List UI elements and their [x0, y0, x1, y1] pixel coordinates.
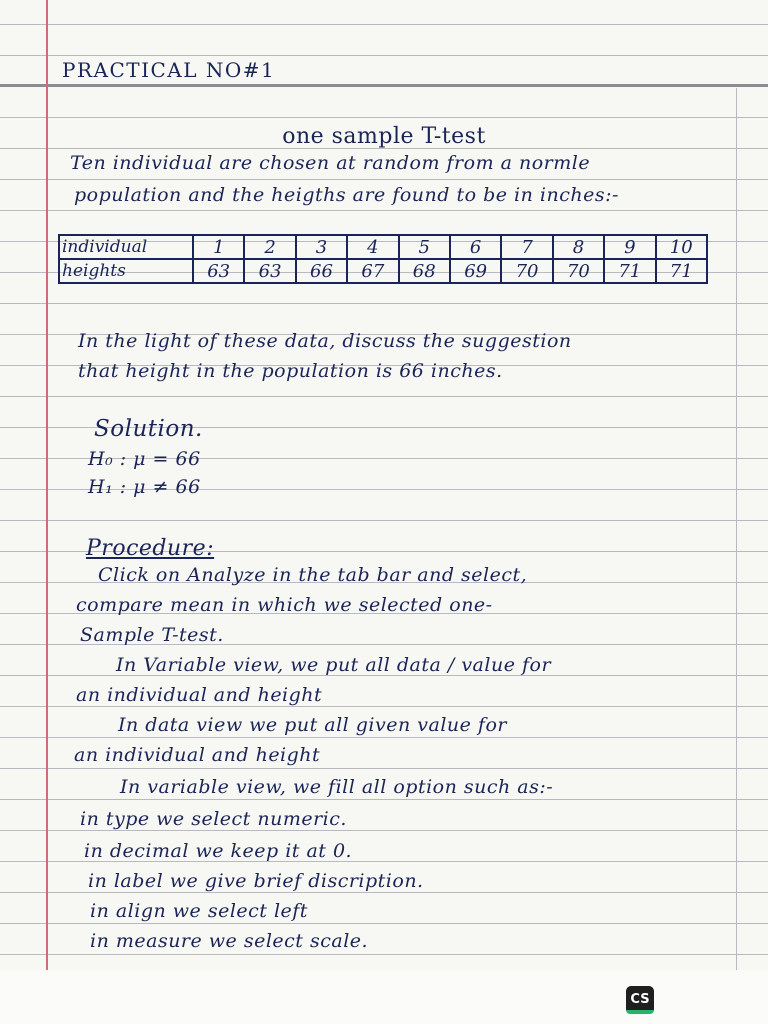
table-cell: 71 [604, 259, 655, 283]
practical-title: PRACTICAL NO#1 [62, 58, 276, 82]
procedure-line: Click on Analyze in the tab bar and select, [98, 564, 528, 586]
intro-line: population and the heigths are found to be in inches:- [74, 184, 619, 206]
procedure-line: Sample T-test. [80, 624, 224, 646]
question-line: that height in the population is 66 inches. [78, 360, 503, 382]
data-table [58, 234, 708, 284]
solution-title: Solution. [94, 416, 203, 442]
hypothesis-alternative: H₁ : μ ≠ 66 [88, 476, 201, 498]
procedure-title: Procedure: [86, 536, 215, 561]
table-cell: 8 [553, 235, 604, 259]
table-row [59, 259, 707, 283]
right-margin-line [736, 88, 737, 970]
table-cell: 5 [399, 235, 450, 259]
table-cell: 63 [193, 259, 244, 283]
row-label-individual: individual [59, 235, 193, 259]
question-line: In the light of these data, discuss the suggestion [78, 330, 572, 352]
table-cell: 67 [347, 259, 398, 283]
procedure-line: in type we select numeric. [80, 808, 347, 830]
camscanner-logo-icon: CS [626, 986, 654, 1014]
procedure-line: in align we select left [90, 900, 308, 922]
table-cell: 6 [450, 235, 501, 259]
table-row [59, 235, 707, 259]
row-label-heights: heights [59, 259, 193, 283]
table-cell: 70 [501, 259, 552, 283]
table-cell: 63 [244, 259, 295, 283]
table-cell: 3 [296, 235, 347, 259]
table-cell: 71 [656, 259, 707, 283]
hypothesis-null: H₀ : μ = 66 [88, 448, 201, 470]
table-cell: 68 [399, 259, 450, 283]
table-cell: 4 [347, 235, 398, 259]
procedure-line: an individual and height [74, 744, 321, 766]
table-cell: 1 [193, 235, 244, 259]
procedure-line: In Variable view, we put all data / value for [116, 654, 552, 676]
intro-line: Ten individual are chosen at random from a normle [70, 152, 591, 174]
page-heading: one sample T-test [282, 124, 486, 149]
procedure-line: in label we give brief discription. [88, 870, 424, 892]
table-cell: 70 [553, 259, 604, 283]
header-rule [0, 84, 768, 87]
procedure-line: In variable view, we fill all option such as:- [120, 776, 554, 798]
procedure-line: an individual and height [76, 684, 323, 706]
table-cell: 66 [296, 259, 347, 283]
procedure-line: in measure we select scale. [90, 930, 369, 952]
table-cell: 9 [604, 235, 655, 259]
table-cell: 7 [501, 235, 552, 259]
table-cell: 2 [244, 235, 295, 259]
procedure-line: in decimal we keep it at 0. [84, 840, 353, 862]
table-cell: 69 [450, 259, 501, 283]
procedure-line: In data view we put all given value for [118, 714, 507, 736]
table-cell: 10 [656, 235, 707, 259]
procedure-line: compare mean in which we selected one- [76, 594, 493, 616]
